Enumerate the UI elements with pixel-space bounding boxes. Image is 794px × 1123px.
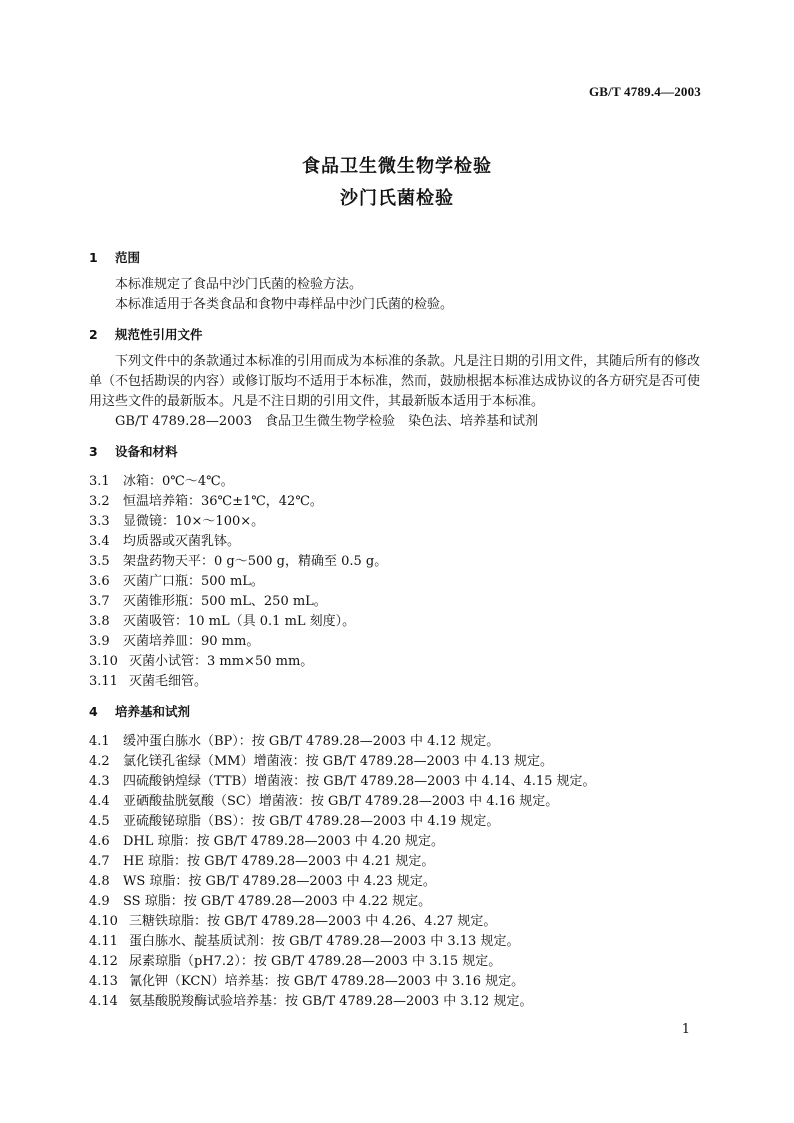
list-item <box>89 772 709 792</box>
section-number: 3 <box>89 444 98 459</box>
item-text: 灭菌毛细管。 <box>129 674 208 689</box>
item-text: 显微镜：10×～100×。 <box>123 514 265 529</box>
item-number: 4.11 <box>89 934 118 949</box>
paragraph: 本标准适用于各类食品和食物中毒样品中沙门氏菌的检验。 <box>115 297 454 312</box>
section-number: 2 <box>89 327 98 342</box>
list-item <box>89 892 709 912</box>
item-text: 氰化钾（KCN）培养基：按 GB/T 4789.28—2003 中 3.16 规定。 <box>129 974 525 989</box>
item-text: 氯化镁孔雀绿（MM）增菌液：按 GB/T 4789.28—2003 中 4.13 规定。 <box>123 754 554 769</box>
item-number: 3.8 <box>89 614 110 629</box>
item-text: 灭菌广口瓶：500 mL。 <box>123 574 264 589</box>
item-number: 4.5 <box>89 814 110 829</box>
list-item <box>89 732 709 752</box>
section-heading <box>89 248 709 268</box>
item-text: 四硫酸钠煌绿（TTB）增菌液：按 GB/T 4789.28—2003 中 4.14、4.15 规定。 <box>123 774 596 789</box>
section-number: 1 <box>89 250 98 265</box>
document-subtitle: 沙门氏菌检验 <box>340 188 454 209</box>
item-number: 4.6 <box>89 834 110 849</box>
item-number: 4.2 <box>89 754 110 769</box>
item-number: 4.10 <box>89 914 118 929</box>
item-number: 3.5 <box>89 554 110 569</box>
item-text: 亚硒酸盐胱氨酸（SC）增菌液：按 GB/T 4789.28—2003 中 4.16 规定。 <box>123 794 559 809</box>
item-text: 蛋白胨水、靛基质试剂：按 GB/T 4789.28—2003 中 3.13 规定。 <box>129 934 520 949</box>
section-title: 范围 <box>115 250 141 265</box>
page-number: 1 <box>681 1022 690 1037</box>
item-text: HE 琼脂：按 GB/T 4789.28—2003 中 4.21 规定。 <box>123 854 435 869</box>
item-number: 4.4 <box>89 794 110 809</box>
item-number: 4.9 <box>89 894 110 909</box>
list-item <box>89 972 709 992</box>
list-item <box>89 992 709 1012</box>
list-item <box>89 552 709 572</box>
list-item <box>89 652 709 672</box>
item-text: 三糖铁琼脂：按 GB/T 4789.28—2003 中 4.26、4.27 规定。 <box>129 914 497 929</box>
document-body <box>89 248 709 1012</box>
item-number: 4.8 <box>89 874 110 889</box>
item-number: 3.11 <box>89 674 118 689</box>
list-item <box>89 572 709 592</box>
item-text: 恒温培养箱：36℃±1℃，42℃。 <box>123 494 323 509</box>
list-item <box>89 952 709 972</box>
item-text: 灭菌锥形瓶：500 mL、250 mL。 <box>123 594 327 609</box>
list-item <box>89 532 709 552</box>
item-number: 3.10 <box>89 654 118 669</box>
section-number: 4 <box>89 704 98 719</box>
item-text: 缓冲蛋白胨水（BP）：按 GB/T 4789.28—2003 中 4.12 规定。 <box>123 734 500 749</box>
item-number: 3.9 <box>89 634 110 649</box>
item-number: 4.13 <box>89 974 118 989</box>
list-item <box>89 792 709 812</box>
item-text: DHL 琼脂：按 GB/T 4789.28—2003 中 4.20 规定。 <box>123 834 444 849</box>
list-item <box>89 472 709 492</box>
standard-code: GB/T 4789.4—2003 <box>588 84 701 99</box>
section-heading <box>89 325 709 345</box>
list-item <box>89 612 709 632</box>
list-item <box>89 492 709 512</box>
item-number: 4.12 <box>89 954 118 969</box>
item-text: 均质器或灭菌乳钵。 <box>123 534 241 549</box>
item-number: 4.1 <box>89 734 110 749</box>
item-number: 3.6 <box>89 574 110 589</box>
list-item <box>89 812 709 832</box>
section-title: 设备和材料 <box>115 444 178 459</box>
section-heading <box>89 702 709 722</box>
normative-reference: GB/T 4789.28—2003 食品卫生微生物学检验 染色法、培养基和试剂 <box>115 414 538 429</box>
item-text: 尿素琼脂（pH7.2）：按 GB/T 4789.28—2003 中 3.15 规定。 <box>129 954 502 969</box>
section-title: 培养基和试剂 <box>115 704 191 719</box>
item-number: 3.2 <box>89 494 110 509</box>
paragraph: 下列文件中的条款通过本标准的引用而成为本标准的条款。凡是注日期的引用文件，其随后所有的修改单（不包括勘误的内容）或修订版均不适用于本标准，然而，鼓励根据本标准达成协议的各方研究是否可使用这些文件的最新版本。凡是不注日期的引用文件，其最新版本适用于本标准。 <box>89 354 701 409</box>
item-number: 3.3 <box>89 514 110 529</box>
item-text: 氨基酸脱羧酶试验培养基：按 GB/T 4789.28—2003 中 3.12 规定。 <box>129 994 533 1009</box>
item-text: 亚硫酸铋琼脂（BS）：按 GB/T 4789.28—2003 中 4.19 规定。 <box>123 814 500 829</box>
item-text: 冰箱：0℃～4℃。 <box>123 474 234 489</box>
item-number: 3.7 <box>89 594 110 609</box>
section-heading <box>89 442 709 462</box>
document-title: 食品卫生微生物学检验 <box>302 156 492 177</box>
list-item <box>89 592 709 612</box>
item-number: 4.3 <box>89 774 110 789</box>
item-text: 灭菌吸管：10 mL（具 0.1 mL 刻度）。 <box>123 614 356 629</box>
item-number: 3.4 <box>89 534 110 549</box>
item-number: 4.14 <box>89 994 118 1009</box>
list-item <box>89 852 709 872</box>
list-item <box>89 832 709 852</box>
item-number: 4.7 <box>89 854 110 869</box>
item-text: WS 琼脂：按 GB/T 4789.28—2003 中 4.23 规定。 <box>123 874 436 889</box>
item-text: SS 琼脂：按 GB/T 4789.28—2003 中 4.22 规定。 <box>123 894 432 909</box>
paragraph: 本标准规定了食品中沙门氏菌的检验方法。 <box>115 277 363 292</box>
list-item <box>89 512 709 532</box>
list-item <box>89 752 709 772</box>
section-title: 规范性引用文件 <box>115 327 203 342</box>
item-text: 架盘药物天平：0 g～500 g，精确至 0.5 g。 <box>123 554 388 569</box>
item-text: 灭菌小试管：3 mm×50 mm。 <box>129 654 314 669</box>
list-item <box>89 912 709 932</box>
list-item <box>89 872 709 892</box>
item-text: 灭菌培养皿：90 mm。 <box>123 634 260 649</box>
list-item <box>89 632 709 652</box>
item-number: 3.1 <box>89 474 110 489</box>
list-item <box>89 672 709 692</box>
list-item <box>89 932 709 952</box>
